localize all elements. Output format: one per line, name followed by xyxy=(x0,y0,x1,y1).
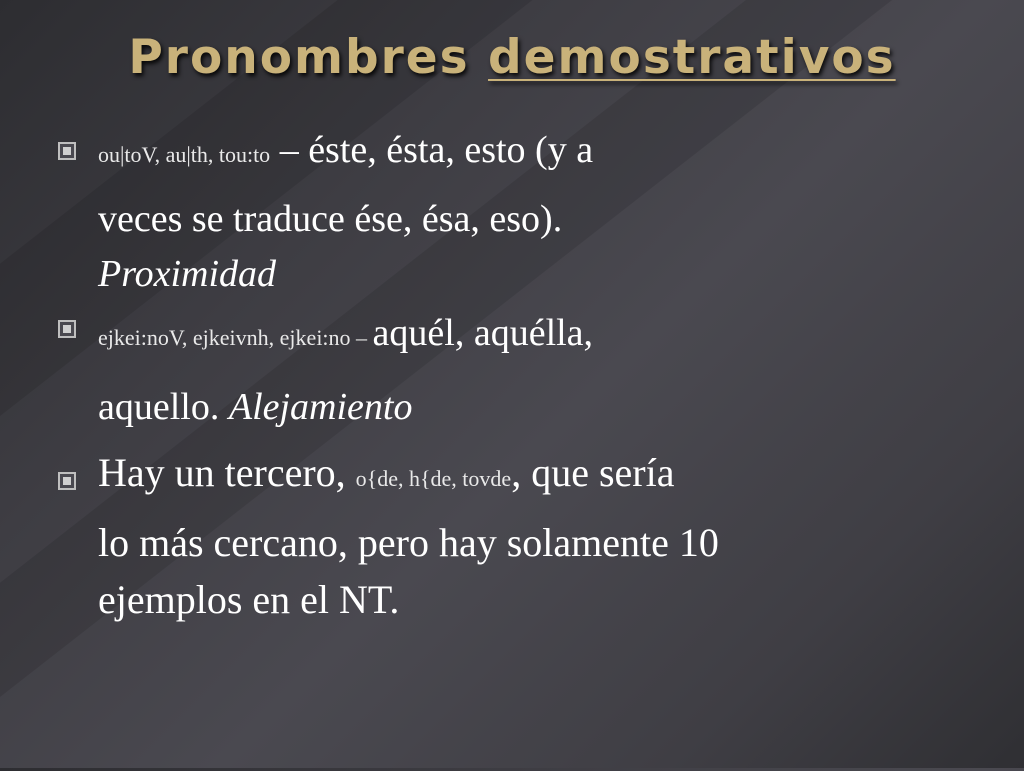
bullet-item xyxy=(58,442,978,627)
bullet-item xyxy=(58,122,978,302)
square-bullet-icon xyxy=(58,320,76,338)
bullet-text: lo más cercano, pero hay solamente 10 xyxy=(98,520,719,565)
bullet-item xyxy=(58,302,978,442)
bullet-text: aquello. xyxy=(98,386,229,428)
title-word-1: Pronombres xyxy=(128,30,470,85)
bullet-line xyxy=(98,302,978,372)
bullet-text: , que sería xyxy=(511,450,675,495)
bullet-italic-note: Alejamiento xyxy=(228,386,413,428)
bullet-list xyxy=(58,122,978,627)
bullet-line xyxy=(98,442,978,513)
bullet-line xyxy=(98,122,978,186)
bullet-text: ejemplos en el NT. xyxy=(98,577,400,622)
dash: – xyxy=(350,325,373,350)
slide-title xyxy=(0,30,1024,85)
bullet-text: Hay un tercero, xyxy=(98,450,356,495)
bullet-text: aquél, aquélla, xyxy=(372,312,594,354)
square-bullet-icon xyxy=(58,142,76,160)
greek-forms: ejkei:noV, ejkeivnh, ejkei:no xyxy=(98,325,351,350)
greek-forms: ou|toV, au|th, tou:to xyxy=(98,142,271,167)
bullet-text: éste, ésta, esto (y a xyxy=(308,129,594,171)
dash: – xyxy=(270,129,309,171)
bullet-line xyxy=(98,372,978,450)
bullet-italic-note: Proximidad xyxy=(98,253,277,295)
title-word-2: demostrativos xyxy=(488,30,896,85)
square-bullet-icon xyxy=(58,472,76,490)
bullet-text: veces se traduce ése, ésa, eso). xyxy=(98,198,563,240)
greek-forms: o{de, h{de, tovde xyxy=(355,466,512,491)
